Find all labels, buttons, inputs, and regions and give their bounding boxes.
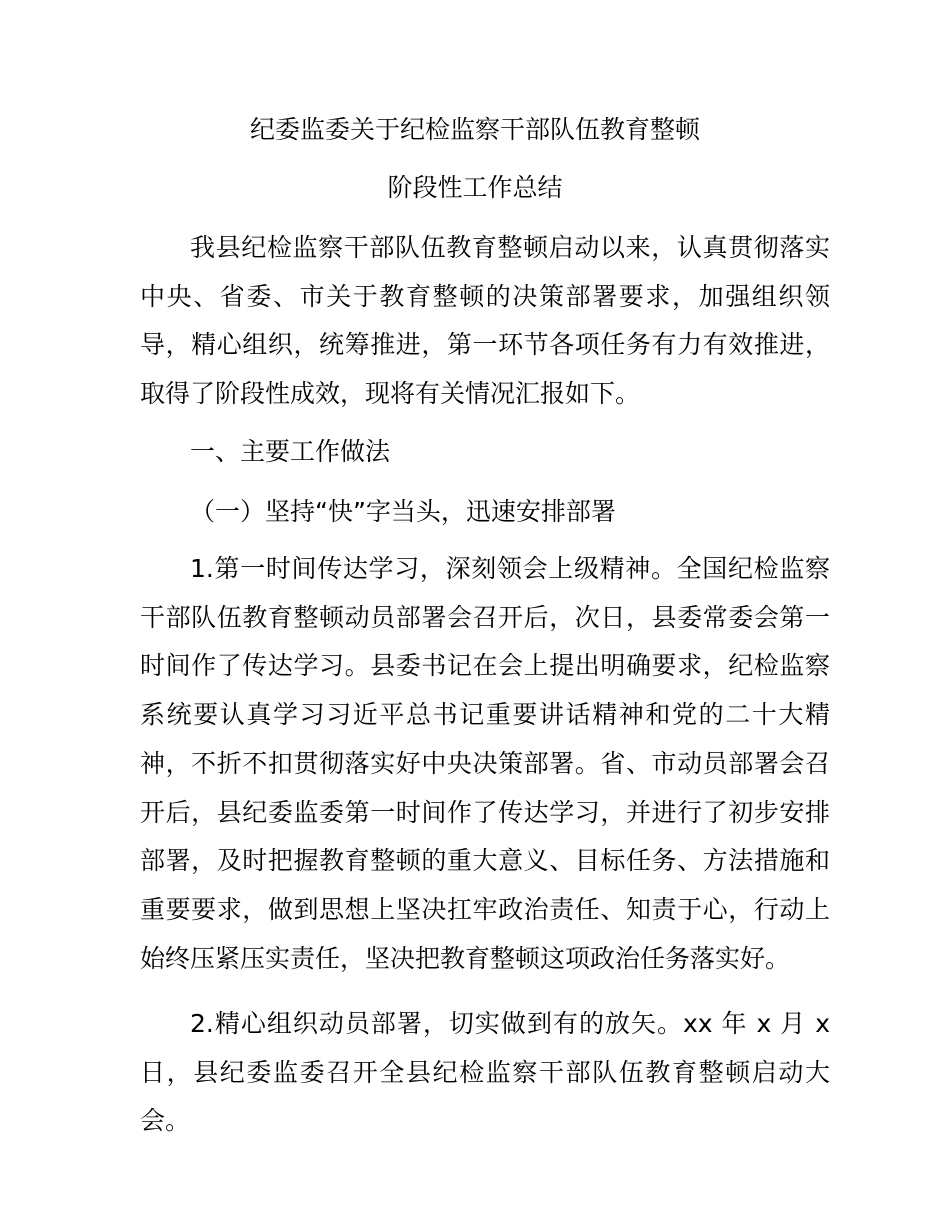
document-title-line-2: 阶段性工作总结: [387, 173, 563, 202]
intro-block: [140, 224, 830, 419]
paragraph-2-block: [140, 1000, 830, 1146]
document-title-line-1: 纪委监委关于纪检监察干部队伍教育整顿: [249, 115, 700, 144]
section-heading: 一、主要工作做法: [190, 437, 391, 466]
paragraph-1-block: [140, 545, 830, 983]
intro-paragraph: 我县纪检监察干部队伍教育整顿启动以来，认真贯彻落实中央、省委、市关于教育整顿的决策部署要求，加强组织领导，精心组织，统筹推进，第一环节各项任务有力有效推进，取得了阶段性成效，现将有关情况汇报如下。: [140, 233, 830, 409]
subsection-heading: （一）坚持“快”字当头，迅速安排部署: [190, 497, 616, 526]
paragraph-2: 2.精心组织动员部署，切实做到有的放矢。xx 年 x 月 x 日，县纪委监委召开全县纪检监察干部队伍教育整顿启动大会。: [140, 1009, 830, 1136]
paragraph-1: 1.第一时间传达学习，深刻领会上级精神。全国纪检监察干部队伍教育整顿动员部署会召开后，次日，县委常委会第一时间作了传达学习。县委书记在会上提出明确要求，纪检监察系统要认真学习习近平总书记重要讲话精神和党的二十大精神，不折不扣贯彻落实好中央决策部署。省、市动员部署会召开后，县纪委监委第一时间作了传达学习，并进行了初步安排部署，及时把握教育整顿的重大意义、目标任务、方法措施和重要要求，做到思想上坚决扛牢政治责任、知责于心，行动上始终压紧压实责任，坚决把教育整顿这项政治任务落实好。: [140, 554, 830, 973]
